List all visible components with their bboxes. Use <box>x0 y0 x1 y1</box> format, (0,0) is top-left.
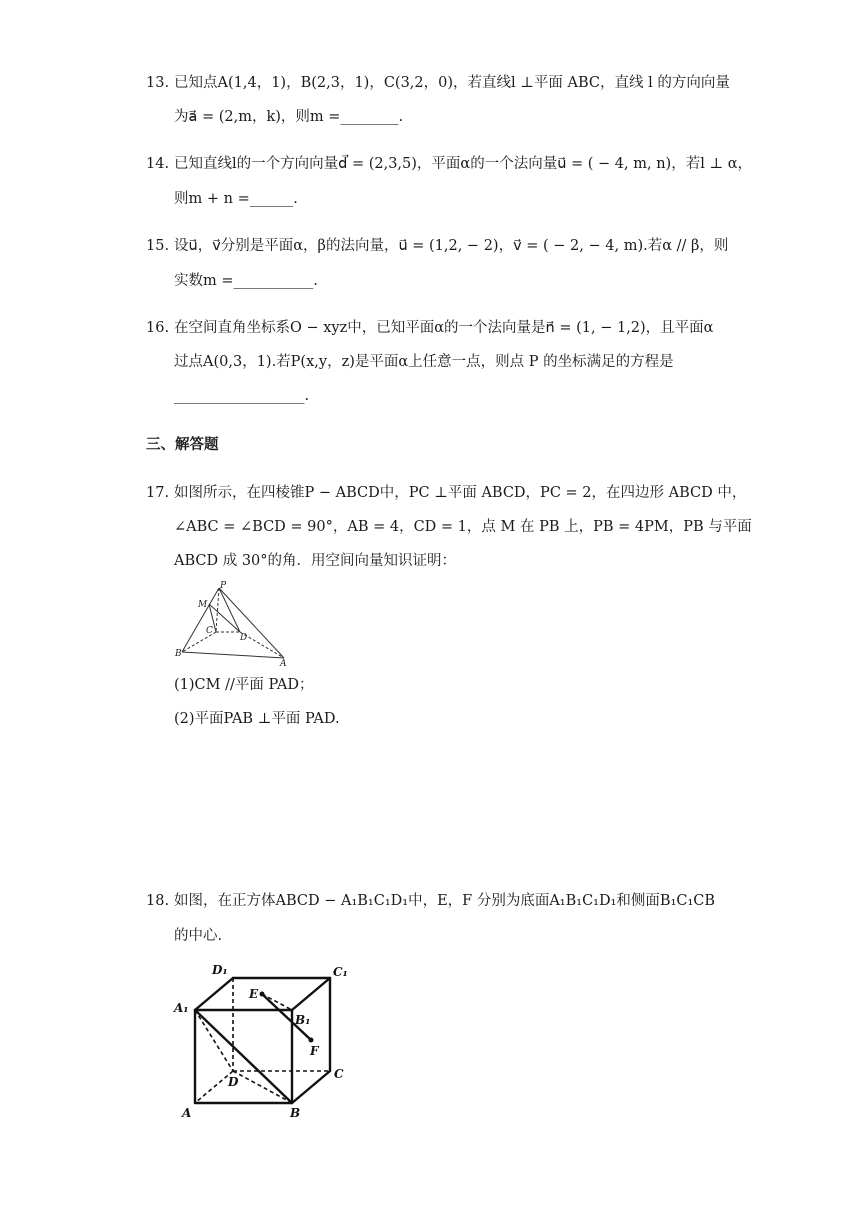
label-M: M <box>198 600 208 610</box>
edge-PD <box>219 588 240 632</box>
question-number: 17. <box>146 485 170 501</box>
label-D1: D₁ <box>212 963 228 977</box>
question-number: 15. <box>146 238 170 254</box>
edge-MD <box>209 604 240 632</box>
sub-question: (1)CM //平面 PAD； <box>174 677 314 693</box>
question-text-line: 的中心. <box>174 928 223 944</box>
section-title: 三、解答题 <box>146 436 219 453</box>
question-text-line: 已知直线l的一个方向向量d⃗ = (2,3,5)，平面α的一个法向量u⃗ = ( − 4, m, n)，若l ⊥ α， <box>174 156 752 172</box>
label-C: C <box>334 1067 344 1081</box>
label-C: C <box>206 626 213 636</box>
question-text-line: 如图，在正方体ABCD − A₁B₁C₁D₁中，E，F 分别为底面A₁B₁C₁D₁和侧面B₁C₁CB <box>174 893 716 909</box>
cube-figure <box>170 960 360 1120</box>
edge-C1B1 <box>292 978 330 1010</box>
question-text-line: 设u⃗，v⃗分别是平面α，β的法向量，u⃗ = (1,2, − 2)，v⃗ = ( − 2, − 4, m).若α // β，则 <box>174 238 729 254</box>
label-B: B <box>290 1106 301 1120</box>
label-A: A <box>182 1106 192 1120</box>
question-text-line: 为a⃗ = (2,m，k)，则m =________. <box>174 109 404 125</box>
label-A1: A₁ <box>174 1001 189 1015</box>
pyramid-figure <box>172 580 292 666</box>
question-text-line: 已知点A(1,4，1)，B(2,3，1)，C(3,2，0)，若直线l ⊥平面 ABC，直线 l 的方向向量 <box>174 75 730 91</box>
edge-CB <box>292 1071 330 1103</box>
question-number: 16. <box>146 320 170 336</box>
edge-A1B <box>195 1010 292 1103</box>
question-number: 14. <box>146 156 170 172</box>
question-text-line: 在空间直角坐标系O − xyz中，已知平面α的一个法向量是n⃗ = (1, − 1,2)，且平面α <box>174 320 714 336</box>
question-text-line: ∠ABC = ∠BCD = 90°，AB = 4，CD = 1，点 M 在 PB 上，PB = 4PM，PB 与平面 <box>174 519 752 535</box>
question-text-line: 实数m =___________. <box>174 273 318 289</box>
question-text-line: __________________. <box>174 388 310 404</box>
label-C1: C₁ <box>333 965 348 979</box>
label-A: A <box>280 659 287 666</box>
label-B1: B₁ <box>295 1013 311 1027</box>
label-P: P <box>220 581 227 591</box>
edge-PC <box>216 588 219 632</box>
sub-question: (2)平面PAB ⊥平面 PAD. <box>174 711 340 727</box>
question-number: 13. <box>146 75 170 91</box>
point-E <box>260 992 265 997</box>
edge-BA <box>182 652 284 658</box>
question-text-line: ABCD 成 30°的角．用空间向量知识证明： <box>174 553 457 569</box>
question-text-line: 则m + n =______. <box>174 191 298 207</box>
label-D: D <box>240 633 248 643</box>
edge-PA <box>219 588 284 658</box>
label-E: E <box>249 987 259 1001</box>
question-text-line: 如图所示，在四棱锥P − ABCD中，PC ⊥平面 ABCD，PC = 2，在四边形 ABCD 中， <box>174 485 747 501</box>
label-D: D <box>228 1075 239 1089</box>
label-F: F <box>310 1044 319 1058</box>
question-text-line: 过点A(0,3，1).若P(x,y，z)是平面α上任意一点，则点 P 的坐标满足的方程是 <box>174 354 674 370</box>
label-B: B <box>175 649 182 659</box>
point-F <box>309 1038 314 1043</box>
question-number: 18. <box>146 893 170 909</box>
edge-A1D1 <box>195 978 233 1010</box>
